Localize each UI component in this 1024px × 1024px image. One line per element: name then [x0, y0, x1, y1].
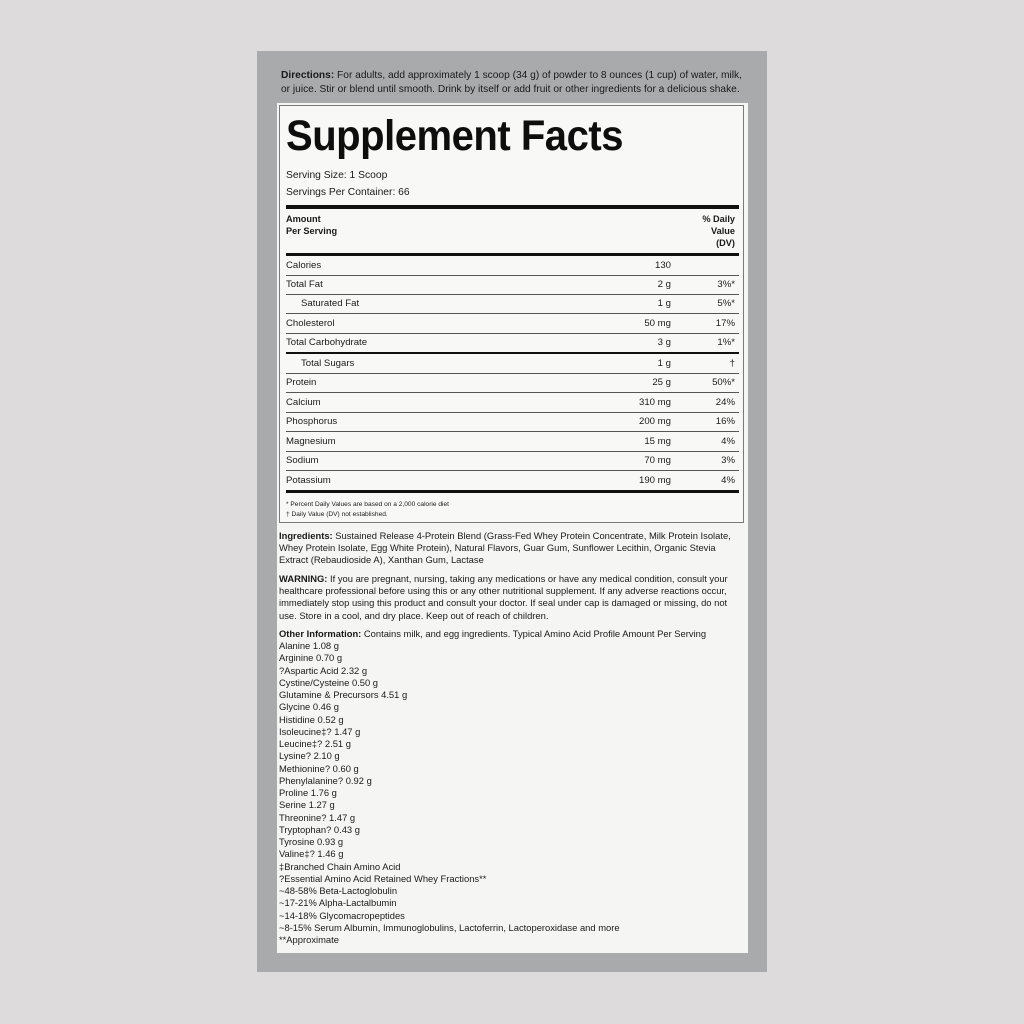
- nutrient-name: Total Carbohydrate: [286, 337, 368, 348]
- amino-line: Cystine/Cysteine 0.50 g: [279, 676, 379, 688]
- nutrient-row: [286, 354, 739, 374]
- nutrient-row: [286, 333, 739, 354]
- amino-line: Threonine? 1.47 g: [279, 811, 356, 823]
- amino-line: Glycine 0.46 g: [279, 701, 339, 713]
- nutrient-name: Magnesium: [286, 436, 336, 447]
- nutrient-dv: 5%*: [717, 298, 735, 309]
- nutrient-name: Saturated Fat: [301, 298, 360, 309]
- amino-line: ?Aspartic Acid 2.32 g: [279, 664, 368, 676]
- nutrient-row: [286, 471, 739, 493]
- nutrient-row: [286, 314, 739, 334]
- nutrient-dv: 1%*: [717, 337, 735, 348]
- other-info-body: Contains milk, and egg ingredients. Typical Amino Acid Profile Amount Per Serving: [361, 628, 707, 639]
- nutrient-dv: 4%: [721, 475, 735, 486]
- nutrient-amount: 310 mg: [639, 397, 671, 408]
- footnote-daily-values: * Percent Daily Values are based on a 2,000 calorie diet: [286, 501, 449, 508]
- amino-line: Alanine 1.08 g: [279, 640, 339, 651]
- serving-size: Serving Size: 1 Scoop: [286, 170, 388, 181]
- nutrient-row: [286, 294, 739, 314]
- nutrient-row: [286, 432, 739, 452]
- daily-value-header: [702, 213, 735, 249]
- thick-divider: [286, 205, 739, 209]
- amino-line: Proline 1.76 g: [279, 787, 337, 798]
- nutrient-row: [286, 393, 739, 413]
- amount-header-line2: Per Serving: [286, 226, 338, 236]
- nutrient-dv: 3%*: [717, 279, 735, 290]
- supplement-facts-panel: [279, 105, 744, 523]
- nutrient-dv: †: [729, 358, 735, 369]
- nutrient-dv: 4%: [721, 436, 735, 447]
- nutrient-amount: 190 mg: [639, 475, 671, 486]
- nutrient-dv: 50%*: [712, 377, 735, 388]
- amino-line: Tyrosine 0.93 g: [279, 836, 344, 847]
- other-info-heading: Other Information:: [279, 628, 362, 639]
- directions-heading: Directions:: [281, 70, 335, 81]
- dv-header-line2: Value: [710, 226, 735, 236]
- ingredients-text: [279, 530, 741, 567]
- nutrient-amount: 1 g: [657, 358, 671, 369]
- amino-line: ‡Branched Chain Amino Acid: [279, 860, 401, 872]
- nutrient-name: Potassium: [286, 475, 331, 486]
- nutrient-name: Total Sugars: [301, 358, 355, 369]
- amino-line: ~48-58% Beta-Lactoglobulin: [279, 885, 398, 896]
- amino-line: ~14-18% Glycomacropeptides: [279, 909, 405, 921]
- nutrient-name: Phosphorus: [286, 416, 338, 427]
- nutrient-amount: 1 g: [657, 298, 671, 309]
- amino-line: **Approximate: [279, 934, 339, 945]
- servings-per-container: Servings Per Container: 66: [286, 187, 410, 198]
- dv-header-line1: % Daily: [702, 214, 735, 224]
- nutrient-amount: 200 mg: [639, 416, 671, 427]
- nutrient-row: [286, 256, 739, 276]
- amino-line: ?Essential Amino Acid Retained Whey Fractions**: [279, 872, 487, 884]
- amino-line: Tryptophan? 0.43 g: [279, 823, 360, 835]
- nutrient-row: [286, 451, 739, 471]
- warning-body: If you are pregnant, nursing, taking any medications or have any medical condition, consult your healthcare professional before using this or any other nutritional supplement. If any adverse reactions occur, immediately stop using this product and consult your doctor. If seal under cap is damaged or missing, do not use. Store in a cool, and dry place. Keep out of reach of children.: [279, 573, 728, 621]
- nutrient-amount: 130: [654, 260, 671, 271]
- amino-line: Glutamine & Precursors 4.51 g: [279, 689, 408, 700]
- nutrient-amount: 2 g: [657, 279, 671, 290]
- nutrient-dv: 3%: [721, 455, 735, 466]
- nutrient-dv: 16%: [715, 416, 735, 427]
- nutrient-amount: 3 g: [657, 337, 671, 348]
- warning-text: [279, 573, 741, 622]
- facts-footnotes: [286, 500, 449, 520]
- nutrient-row: [286, 412, 739, 432]
- nutrient-name: Sodium: [286, 455, 319, 466]
- amino-acid-list: [279, 640, 620, 946]
- nutrient-dv: 24%: [715, 397, 735, 408]
- amino-line: Isoleucine‡? 1.47 g: [279, 725, 361, 737]
- amount-per-serving-header: [286, 213, 337, 237]
- directions-text: [281, 69, 751, 97]
- ingredients-body: Sustained Release 4-Protein Blend (Grass-Fed Whey Protein Concentrate, Milk Protein Isolate, Whey Protein Isolate, Egg White Protein), Natural Flavors, Guar Gum, Sunflower Lecithin, Organic Stevia Extract (Rebaudioside A), Xanthan Gum, Lactase: [279, 530, 731, 566]
- amino-line: ~8-15% Serum Albumin, Immunoglobulins, Lactoferrin, Lactoperoxidase and more: [279, 921, 620, 933]
- amino-line: Arginine 0.70 g: [279, 652, 343, 664]
- amino-line: Lysine? 2.10 g: [279, 750, 340, 762]
- nutrient-row: [286, 275, 739, 295]
- nutrient-name: Calcium: [286, 397, 321, 408]
- amino-line: Methionine? 0.60 g: [279, 762, 359, 774]
- nutrient-dv: 17%: [715, 318, 735, 329]
- ingredients-heading: Ingredients:: [279, 530, 333, 541]
- label-inner: [277, 103, 748, 953]
- nutrient-amount: 15 mg: [644, 436, 671, 447]
- dv-header-line3: (DV): [716, 238, 735, 248]
- other-information: [279, 628, 741, 640]
- directions-body: For adults, add approximately 1 scoop (34 g) of powder to 8 ounces (1 cup) of water, milk, or juice. Stir or blend until smooth. Drink by itself or add fruit or other ingredients for a delicious shake.: [281, 70, 742, 95]
- nutrient-name: Protein: [286, 377, 317, 388]
- amino-line: Histidine 0.52 g: [279, 713, 344, 725]
- label-panel: [257, 51, 767, 972]
- nutrient-name: Total Fat: [286, 279, 323, 290]
- amount-header-line1: Amount: [286, 214, 321, 224]
- facts-title: Supplement Facts: [286, 112, 623, 160]
- amino-line: Phenylalanine? 0.92 g: [279, 774, 372, 786]
- amino-line: Serine 1.27 g: [279, 799, 335, 811]
- amino-line: Valine‡? 1.46 g: [279, 848, 344, 860]
- nutrient-name: Cholesterol: [286, 318, 335, 329]
- footnote-dv-not-established: † Daily Value (DV) not established.: [286, 511, 388, 518]
- amino-line: ~17-21% Alpha-Lactalbumin: [279, 897, 397, 909]
- nutrient-row: [286, 373, 739, 393]
- amino-line: Leucine‡? 2.51 g: [279, 738, 351, 749]
- nutrient-amount: 50 mg: [644, 318, 671, 329]
- warning-heading: WARNING:: [279, 573, 328, 584]
- nutrient-amount: 70 mg: [644, 455, 671, 466]
- nutrient-name: Calories: [286, 260, 322, 271]
- nutrient-amount: 25 g: [652, 377, 671, 388]
